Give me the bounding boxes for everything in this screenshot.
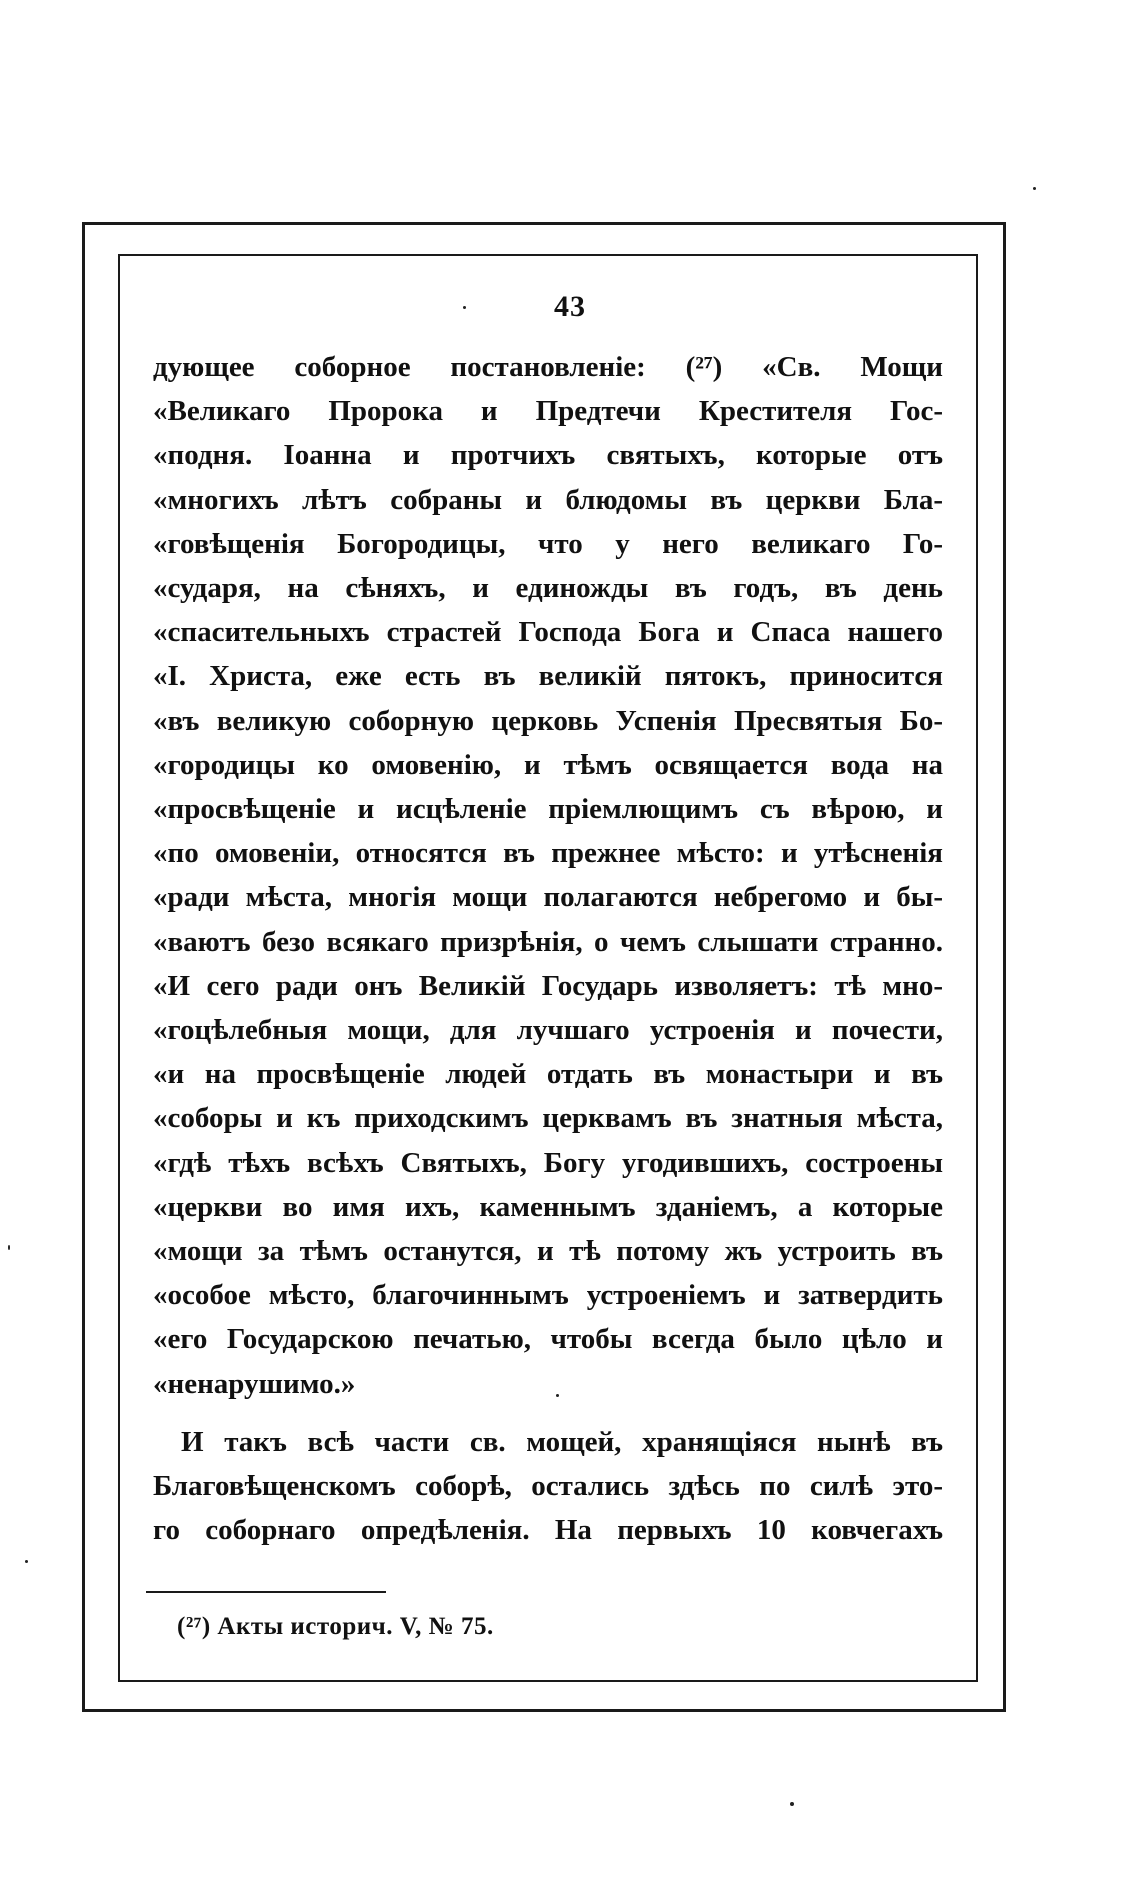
text-line: «говѣщенія Богородицы, что у него великаго Го- xyxy=(153,527,943,560)
text-line: «соборы и къ приходскимъ церквамъ въ знатныя мѣста, xyxy=(153,1102,943,1135)
scan-speck xyxy=(463,306,466,309)
text-line: «мощи за тѣмъ останутся, и тѣ потому жъ устроить въ xyxy=(153,1235,943,1268)
text-line: «церкви во имя ихъ, каменнымъ зданіемъ, а которые xyxy=(153,1190,943,1223)
scan-speck xyxy=(25,1560,28,1563)
text-line: «спасительныхъ страстей Господа Бога и Спаса нашего xyxy=(153,616,943,649)
text-line: «просвѣщеніе и исцѣленіе пріемлющимъ съ вѣрою, и xyxy=(153,793,943,826)
text-line: «сударя, на сѣняхъ, и единожды въ годъ, въ день xyxy=(153,572,943,605)
text-line: «въ великую соборную церковь Успенія Пресвятыя Бо- xyxy=(153,704,943,737)
page-number: 43 xyxy=(554,290,586,323)
text-line: дующее соборное постановленіе: (²⁷) «Св. Мощи xyxy=(153,351,943,383)
footnote: (²⁷) Акты историч. V, № 75. xyxy=(177,1613,494,1640)
scan-speck xyxy=(1033,187,1036,190)
text-line: «по омовеніи, относятся въ прежнее мѣсто: и утѣсненія xyxy=(153,837,943,870)
text-line: «гдѣ тѣхъ всѣхъ Святыхъ, Богу угодившихъ, состроены xyxy=(153,1146,943,1179)
text-line: го соборнаго опредѣленія. На первыхъ 10 ковчегахъ xyxy=(153,1514,943,1547)
scan-speck xyxy=(790,1802,794,1806)
text-line: «гоцѣлебныя мощи, для лучшаго устроенія и почести, xyxy=(153,1014,943,1047)
text-line: «подня. Іоанна и протчихъ святыхъ, которые отъ xyxy=(153,439,943,472)
paragraph-1 xyxy=(153,345,943,1406)
text-line: «І. Христа, еже есть въ великій пятокъ, приносится xyxy=(153,660,943,693)
text-line: И такъ всѣ части св. мощей, хранящіяся нынѣ въ xyxy=(181,1425,943,1458)
scan-speck xyxy=(8,1245,10,1250)
text-line: Благовѣщенскомъ соборѣ, остались здѣсь по силѣ это- xyxy=(153,1470,943,1503)
text-line: «ненарушимо.» xyxy=(153,1367,356,1400)
text-line: «многихъ лѣтъ собраны и блюдомы въ церкви Бла- xyxy=(153,483,943,516)
text-line: «ваютъ безо всякаго призрѣнія, о чемъ слышати странно. xyxy=(153,925,943,958)
text-line: «его Государскою печатью, чтобы всегда было цѣло и xyxy=(153,1323,943,1356)
text-line: «Великаго Пророка и Предтечи Крестителя Гос- xyxy=(153,395,943,428)
footnote-rule xyxy=(146,1591,386,1593)
body-text xyxy=(153,345,943,1552)
scan-speck xyxy=(556,1394,559,1397)
paragraph-2 xyxy=(153,1420,943,1553)
text-line: «ради мѣста, многія мощи полагаются небрегомо и бы- xyxy=(153,881,943,914)
text-line: «И сего ради онъ Великій Государь изволяетъ: тѣ мно- xyxy=(153,969,943,1002)
text-line: «и на просвѣщеніе людей отдать въ монастыри и въ xyxy=(153,1058,943,1091)
text-line: «особое мѣсто, благочиннымъ устроеніемъ и затвердить xyxy=(153,1279,943,1312)
text-line: «городицы ко омовенію, и тѣмъ освящается вода на xyxy=(153,748,943,781)
